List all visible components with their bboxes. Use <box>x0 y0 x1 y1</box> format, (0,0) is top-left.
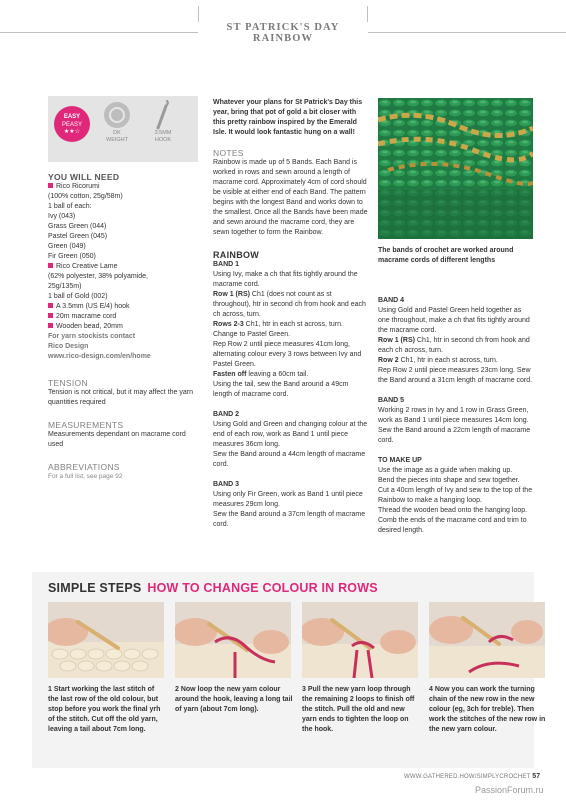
make-up-p5: Comb the ends of the macrame cord and trim to desired length. <box>378 517 527 534</box>
make-up-p2: Bend the pieces into shape and sew together. <box>378 477 520 484</box>
materials-item: Fir Green (050) <box>48 253 96 260</box>
info-panel <box>48 96 198 162</box>
materials-item: 20m macrame cord <box>48 312 198 322</box>
step-4-text: 4 Now you can work the turning chain of the new row in the new colour (eg, 3ch for treble). Then work the stitches of the new row in the new yarn colour. <box>429 686 546 733</box>
band3-p1: Using only Fir Green, work as Band 1 until piece measures 29cm long. <box>213 491 363 508</box>
intro-paragraph: Whatever your plans for St Patrick's Day this year, bring that pot of gold a bit closer with this pretty rainbow inspired by the Emerald Isle. It would look fantastic hung on a wall! <box>213 99 363 136</box>
materials-item: 25g/135m) <box>48 283 82 290</box>
stockists-line: For yarn stockists contact <box>48 333 136 340</box>
page-number: 57 <box>532 773 541 780</box>
crochet-hook-icon <box>148 100 178 130</box>
band4-p2: Rep Row 2 until piece measures 23cm long. Sew the Band around a 31cm length of macrame cord. <box>378 367 533 384</box>
step-1-photo <box>48 602 164 678</box>
band1-row1-text: Ch1 (does not count as st throughout), htr in second ch from hook and each ch across, turn. <box>213 291 366 318</box>
band1-rows23-text: Ch1, htr in each st across, turn. Change to Pastel Green. <box>213 321 343 338</box>
stockists-name: Rico Design <box>48 343 89 350</box>
page-footer <box>404 773 540 780</box>
band1-p1: Using Ivy, make a ch that fits tightly around the macrame cord. <box>213 271 358 288</box>
make-up-p1: Use the image as a guide when making up. <box>378 467 513 474</box>
photo-caption: The bands of crochet are worked around macrame cords of different lengths <box>378 247 514 264</box>
simple-steps-subtitle: HOW TO CHANGE COLOUR IN ROWS <box>147 581 378 595</box>
materials-item: Rico Ricorumi <box>48 182 198 192</box>
weight-line2: WEIGHT <box>106 137 128 143</box>
band4-row1-text: Ch1, htr in second ch from hook and each ch across, turn. <box>378 337 530 354</box>
materials-item: (62% polyester, 38% polyamide, <box>48 273 148 280</box>
notes-title: NOTES <box>213 148 244 158</box>
band3-title: BAND 3 <box>213 481 240 488</box>
make-up-title: TO MAKE UP <box>378 457 422 464</box>
tension-title: TENSION <box>48 378 88 388</box>
materials-item: Rico Creative Lame <box>48 262 198 272</box>
band4-row2-text: Ch1, htr in each st across, turn. <box>398 357 498 364</box>
header-rule-right <box>368 32 566 33</box>
step-3-text: 3 Pull the new yarn loop through the remaining 2 loops to finish off the stitch. Pull the old and new yarn ends to tighten the loop on the hook. <box>302 686 415 733</box>
yarn-ball-icon <box>104 102 130 128</box>
band2-p1: Using Gold and Green and changing colour at the end of each row, work as Band 1 until piece measures 36cm long. <box>213 421 368 448</box>
badge-easy-line1: EASY <box>63 114 81 120</box>
abbreviations-text: For a full list, see page 92 <box>48 473 123 480</box>
footer-url[interactable]: WWW.GATHERED.HOW/SIMPLYCROCHET <box>404 774 531 780</box>
band1-rows23-label: Rows 2-3 <box>213 321 244 328</box>
band3-p2: Sew the Band around a 37cm length of macrame cord. <box>213 511 366 528</box>
stockists-link[interactable]: www.rico-design.com/en/home <box>48 353 151 360</box>
step-3-photo <box>302 602 418 678</box>
page-header <box>0 0 566 60</box>
band5-p1: Working 2 rows in Ivy and 1 row in Grass Green, work as Band 1 until piece measures 14cm long. Sew the Band around a 22cm length of macrame cord. <box>378 407 531 444</box>
page-title: ST PATRICK'S DAY RAINBOW <box>198 22 368 44</box>
tension-text: Tension is not critical, but it may affect the yarn quantities required <box>48 389 193 406</box>
make-up-p3: Cut a 40cm length of Ivy and sew to the top of the Rainbow to make a hanging loop. <box>378 487 533 504</box>
band1-rows23 <box>213 320 368 340</box>
step-1-text: 1 Start working the last stitch of the last row of the old colour, but stop before you work the final yrh of the stitch. Cut off the old yarn, leaving a tail about 7cm long. <box>48 686 161 733</box>
watermark: PassionForum.ru <box>475 785 544 795</box>
materials-list <box>48 182 198 332</box>
abbreviations-section <box>48 462 198 482</box>
you-will-need-section <box>48 172 198 362</box>
rainbow-title: RAINBOW <box>213 250 260 260</box>
band4-row2 <box>378 356 533 366</box>
band1-row1-label: Row 1 (RS) <box>213 291 250 298</box>
band4-p1: Using Gold and Pastel Green held together as one throughout, make a ch that fits tightly around the macrame cord. <box>378 307 530 334</box>
easy-peasy-badge <box>54 106 90 142</box>
band1-fasten-text: leaving a 60cm tail. <box>246 371 309 378</box>
make-up-p4: Thread the wooden bead onto the hanging loop. <box>378 507 528 514</box>
notes-text: Rainbow is made up of 5 Bands. Each Band is worked in rows and sewn around a length of macrame cord. Approximately 4cm of cord should be visible at either end of each Band. The pattern begins with the longest Band and works down to the smallest. Once all the Bands have been made and sewn around the macrame cord, they are sewn together to form the Rainbow. <box>213 159 368 236</box>
band1-fasten-label: Fasten off <box>213 371 247 378</box>
materials-item: A 3.5mm (US E/4) hook <box>48 302 198 312</box>
materials-item: (100% cotton, 25g/58m) <box>48 193 123 200</box>
band4-row2-label: Row 2 <box>378 357 399 364</box>
band1-fasten <box>213 370 368 380</box>
band4-row1-label: Row 1 (RS) <box>378 337 415 344</box>
you-will-need-title: YOU WILL NEED <box>48 172 120 182</box>
materials-item: 1 ball of Gold (002) <box>48 293 108 300</box>
weight-line1: DK <box>113 130 121 136</box>
badge-easy-line2: PEASY <box>61 122 82 128</box>
band2-p2: Sew the Band around a 44cm length of macrame cord. <box>213 451 366 468</box>
band1-row1 <box>213 290 368 320</box>
band5-title: BAND 5 <box>378 397 405 404</box>
simple-steps-label: SIMPLE STEPS <box>48 581 142 595</box>
materials-item: Grass Green (044) <box>48 223 107 230</box>
materials-item: Wooden bead, 20mm <box>48 322 198 332</box>
materials-item: Ivy (043) <box>48 213 76 220</box>
materials-item: 1 ball of each: <box>48 203 92 210</box>
hook-caption <box>144 130 182 144</box>
right-column <box>378 296 533 536</box>
simple-steps-title <box>48 581 378 595</box>
materials-item: Pastel Green (045) <box>48 233 108 240</box>
band1-title: BAND 1 <box>213 261 240 268</box>
band2-title: BAND 2 <box>213 411 240 418</box>
tension-section <box>48 378 198 408</box>
measurements-section <box>48 420 198 450</box>
measurements-text: Measurements dependant on macrame cord used <box>48 431 186 448</box>
step-4-photo <box>429 602 545 678</box>
measurements-title: MEASUREMENTS <box>48 420 124 430</box>
abbreviations-title: ABBREVIATIONS <box>48 462 120 472</box>
middle-column <box>213 98 368 530</box>
rainbow-photo <box>378 98 533 239</box>
step-2-photo <box>175 602 291 678</box>
hook-line2: HOOK <box>154 137 172 143</box>
materials-item: Green (049) <box>48 243 86 250</box>
badge-stars: ★★☆ <box>63 129 81 135</box>
band4-row1 <box>378 336 533 356</box>
weight-caption <box>100 130 134 144</box>
hook-line1: 3.5MM <box>154 130 172 136</box>
step-2-text: 2 Now loop the new yarn colour around the hook, leaving a long tail of yarn (about 7cm long). <box>175 686 293 713</box>
band1-p2: Rep Row 2 until piece measures 41cm long, alternating colour every 3 rows between Ivy and Pastel Green. <box>213 341 362 368</box>
band1-p3: Using the tail, sew the Band around a 49cm length of macrame cord. <box>213 381 349 398</box>
header-rule-left <box>0 32 198 33</box>
band4-title: BAND 4 <box>378 297 405 304</box>
